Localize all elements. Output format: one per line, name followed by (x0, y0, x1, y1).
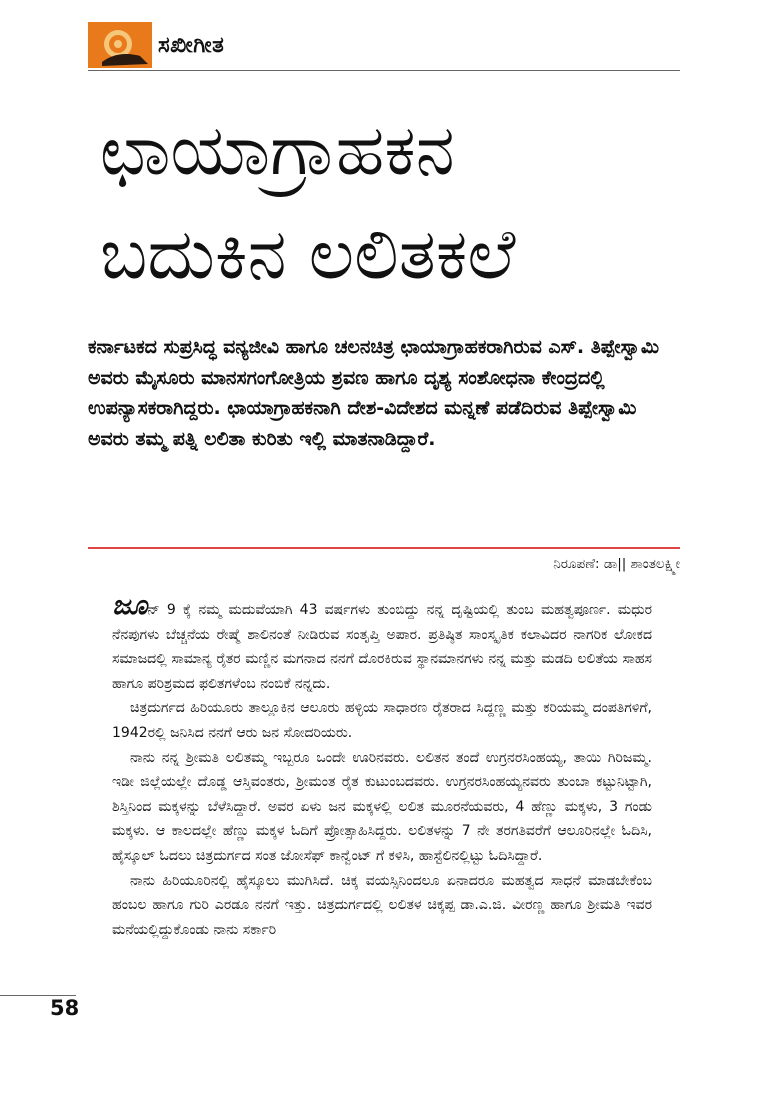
page-header (88, 22, 224, 68)
sakhigeetha-logo-icon (88, 22, 152, 68)
title-line-1: ಛಾಯಾಗ್ರಾಹಕನ (100, 109, 455, 191)
title-line-2: ಬದುಕಿನ ಲಲಿತಕಲೆ (100, 213, 516, 295)
body-paragraph-1 (112, 590, 652, 696)
body-paragraph-2: ಚಿತ್ರದುರ್ಗದ ಹಿರಿಯೂರು ತಾಲ್ಲೂಕಿನ ಆಲೂರು ಹಳ್ಳಿಯ ಸಾಧಾರಣ ರೈತರಾದ ಸಿದ್ದಣ್ಣ ಮತ್ತು ಕರಿಯಮ್ಮ ದಂಪತಿಗಳಿಗೆ, 1942ರಲ್ಲಿ ಜನಿಸಿದ ನನಗೆ ಆರು ಜನ ಸೋದರಿಯರು. (112, 700, 652, 741)
body-paragraph-1-text: ನ್ 9 ಕ್ಕೆ ನಮ್ಮ ಮದುವೆಯಾಗಿ 43 ವರ್ಷಗಳು ತುಂಬಿದ್ದು ನನ್ನ ದೃಷ್ಟಿಯಲ್ಲಿ ತುಂಬ ಮಹತ್ವಪೂರ್ಣ. ಮಧುರ ನೆನಪುಗಳು ಬೆಚ್ಚನೆಯ ರೇಷ್ಮೆ ಶಾಲಿನಂತೆ ನೀಡಿರುವ ಸಂತೃಪ್ತಿ ಅಪಾರ. ಪ್ರತಿಷ್ಠಿತ ಸಾಂಸ್ಕೃತಿಕ ಕಲಾವಿದರ ನಾಗರಿಕ ಲೋಕದ ಸಮಾಜದಲ್ಲಿ ಸಾಮಾನ್ಯ ರೈತರ ಮಣ್ಣಿನ ಮಗನಾದ ನನಗೆ ದೊರಕಿರುವ ಸ್ಥಾನಮಾನಗಳು ನನ್ನ ಮತ್ತು ಮಡದಿ ಲಲಿತೆಯ ಸಾಹಸ ಹಾಗೂ ಪರಿಶ್ರಮದ ಫಲಿತಗಳೆಂಬ ನಂಬಿಕೆ ನನ್ನದು. (112, 602, 652, 692)
article-intro: ಕರ್ನಾಟಕದ ಸುಪ್ರಸಿದ್ಧ ವನ್ಯಜೀವಿ ಹಾಗೂ ಚಲನಚಿತ್ರ ಛಾಯಾಗ್ರಾಹಕರಾಗಿರುವ ಎಸ್. ತಿಪ್ಪೇಸ್ವಾಮಿ ಅವರು ಮೈಸೂರು ಮಾನಸಗಂಗೋತ್ರಿಯ ಶ್ರವಣ ಹಾಗೂ ದೃಶ್ಯ ಸಂಶೋಧನಾ ಕೇಂದ್ರದಲ್ಲಿ ಉಪನ್ಯಾಸಕರಾಗಿದ್ದರು. ಛಾಯಾಗ್ರಾಹಕನಾಗಿ ದೇಶ-ವಿದೇಶದ ಮನ್ನಣೆ ಪಡೆದಿರುವ ತಿಪ್ಪೇಸ್ವಾಮಿ ಅವರು ತಮ್ಮ ಪತ್ನಿ ಲಲಿತಾ ಕುರಿತು ಇಲ್ಲಿ ಮಾತನಾಡಿದ್ದಾರೆ. (88, 336, 660, 450)
intro-divider (88, 547, 680, 549)
section-label: ಸಖೀಗೀತ (158, 32, 225, 58)
page-number: 58 (50, 996, 80, 1020)
body-paragraph-4: ನಾನು ಹಿರಿಯೂರಿನಲ್ಲಿ ಹೈಸ್ಕೂಲು ಮುಗಿಸಿದೆ. ಚಿಕ್ಕ ವಯಸ್ಸಿನಿಂದಲೂ ಏನಾದರೂ ಮಹತ್ವದ ಸಾಧನೆ ಮಾಡಬೇಕೆಂಬ ಹಂಬಲ ಹಾಗೂ ಗುರಿ ಎರಡೂ ನನಗೆ ಇತ್ತು. ಚಿತ್ರದುರ್ಗದಲ್ಲಿ ಲಲಿತಳ ಚಿಕ್ಕಪ್ಪ ಡಾ.ಎ.ಜಿ. ವೀರಣ್ಣ ಹಾಗೂ ಶ್ರೀಮತಿ ಇವರ ಮನೆಯಲ್ಲಿದ್ದುಕೊಂಡು ನಾನು ಸರ್ಕಾರಿ (112, 872, 652, 938)
logo-spiral-inner (114, 40, 122, 48)
article-title (100, 98, 700, 306)
body-paragraph-3: ನಾನು ನನ್ನ ಶ್ರೀಮತಿ ಲಲಿತಮ್ಮ ಇಬ್ಬರೂ ಒಂದೇ ಊರಿನವರು. ಲಲಿತನ ತಂದೆ ಉಗ್ರನರಸಿಂಹಯ್ಯ, ತಾಯಿ ಗಿರಿಜಮ್ಮ. ಇಡೀ ಜಿಲ್ಲೆಯಲ್ಲೇ ದೊಡ್ಡ ಆಸ್ತಿವಂತರು, ಶ್ರೀಮಂತ ರೈತ ಕುಟುಂಬದವರು. ಉಗ್ರನರಸಿಂಹಯ್ಯನವರು ತುಂಬಾ ಕಟ್ಟುನಿಟ್ಟಾಗಿ, ಶಿಸ್ತಿನಿಂದ ಮಕ್ಕಳನ್ನು ಬೆಳೆಸಿದ್ದಾರೆ. ಅವರ ಏಳು ಜನ ಮಕ್ಕಳಲ್ಲಿ ಲಲಿತ ಮೂರನೆಯವರು, 4 ಹೆಣ್ಣು ಮಕ್ಕಳು, 3 ಗಂಡು ಮಕ್ಕಳು. ಆ ಕಾಲದಲ್ಲೇ ಹೆಣ್ಣು ಮಕ್ಕಳ ಓದಿಗೆ ಪ್ರೋತ್ಸಾಹಿಸಿದ್ದರು. ಲಲಿತಳನ್ನು 7 ನೇ ತರಗತಿವರೆಗೆ ಆಲೂರಿನಲ್ಲೇ ಓದಿಸಿ, ಹೈಸ್ಕೂಲ್ ಓದಲು ಚಿತ್ರದುರ್ಗದ ಸಂತ ಜೋಸೆಫ್ ಕಾನ್ವೆಂಟ್ ಗೆ ಕಳಿಸಿ, ಹಾಸ್ಟೆಲಿನಲ್ಲಿಟ್ಟು ಓದಿಸಿದ್ದಾರೆ. (112, 749, 652, 864)
drop-cap: ಜೂ (112, 590, 148, 621)
byline: ನಿರೂಪಣೆ: ಡಾ|| ಶಾಂತಲಕ್ಷ್ಮೀ (553, 556, 680, 572)
article-body (112, 590, 652, 942)
header-divider (88, 70, 680, 71)
